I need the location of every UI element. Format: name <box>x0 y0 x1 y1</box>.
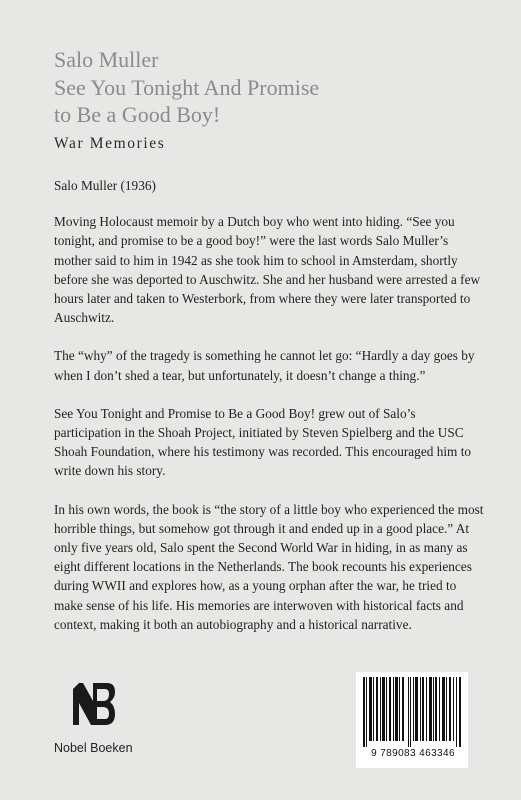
barcode <box>356 672 468 768</box>
blurb <box>54 176 486 653</box>
book-title-line-2: to Be a Good Boy! <box>54 102 221 127</box>
barcode-icon <box>363 677 461 747</box>
isbn-number: 9 789083 463346 <box>371 748 455 759</box>
title-block <box>54 46 494 154</box>
nb-monogram-icon <box>71 681 117 727</box>
publisher-name: Nobel Boeken <box>54 741 133 755</box>
blurb-paragraph-4: In his own words, the book is “the story of a little boy who experienced the most horrible things, but somehow got through it and ended up in a good place.” At only five years old, Salo spent the Second World War in hiding, in as many as eight different locations in the Netherlands. The book recounts his experiences during WWII and explores how, as a young orphan after the war, he tried to make sense of his life. His memories are interwoven with historical facts and context, making it both an autobiography and a historical narrative. <box>54 501 484 632</box>
author-name: Salo Muller <box>54 47 159 72</box>
book-title-line-1: See You Tonight And Promise <box>54 75 320 100</box>
book-subtitle: War Memories <box>54 135 166 152</box>
author-byline: Salo Muller (1936) <box>54 178 156 193</box>
blurb-paragraph-2: The “why” of the tragedy is something he cannot let go: “Hardly a day goes by when I don’t shed a tear, but unfortunately, it doesn’t change a thing.” <box>54 348 475 383</box>
blurb-paragraph-3: See You Tonight and Promise to Be a Good Boy! grew out of Salo’s participation in the Shoah Project, initiated by Steven Spielberg and the USC Shoah Foundation, where his testimony was recorded. This encouraged him to write down his story. <box>54 405 472 479</box>
blurb-paragraph-1: Moving Holocaust memoir by a Dutch boy who went into hiding. “See you tonight, and promise to be a good boy!” were the last words Salo Muller’s mother said to him in 1942 as she took him to school in Amsterdam, shortly before she was deported to Auschwitz. She and her husband were arrested a few hours later and taken to Westerbork, from where they were later transported to Auschwitz. <box>54 214 481 326</box>
